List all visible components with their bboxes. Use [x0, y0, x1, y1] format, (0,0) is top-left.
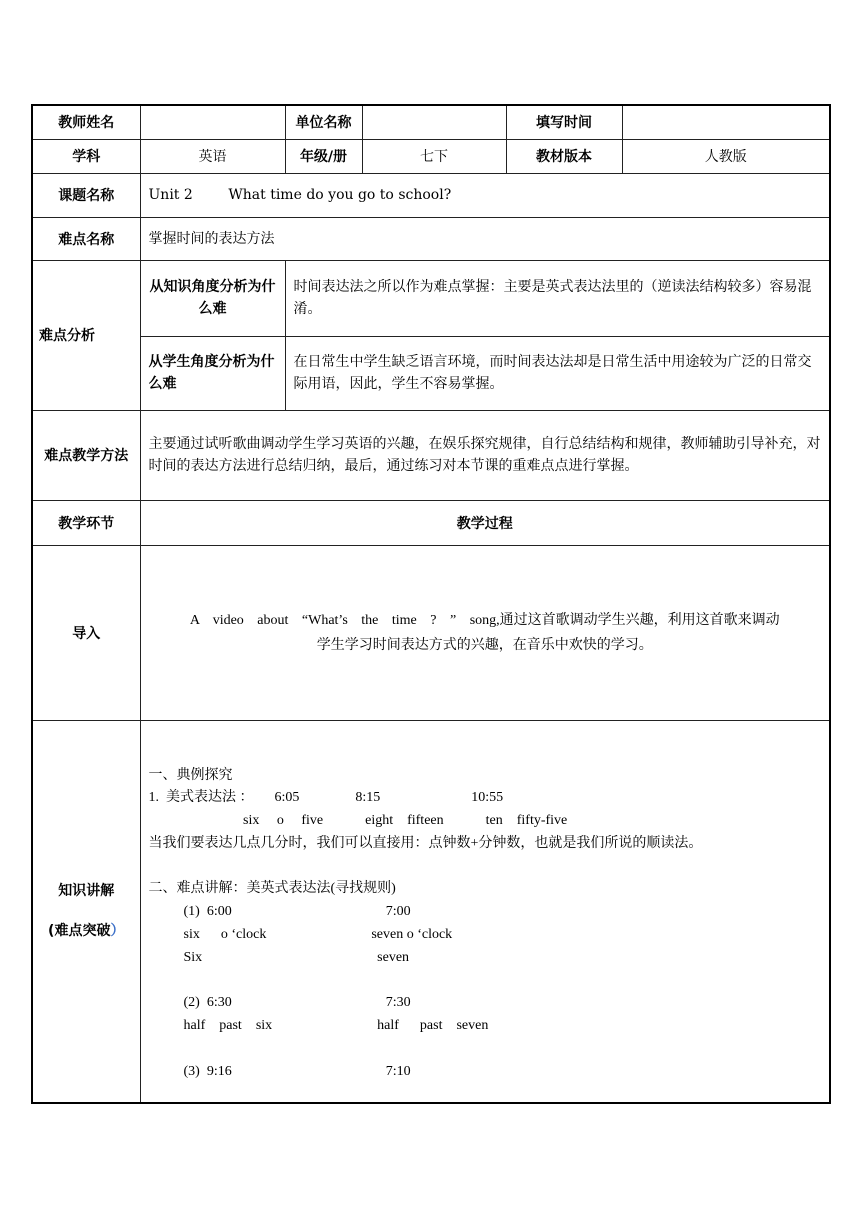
- fill-date-value: [622, 105, 830, 139]
- knowledge-line: 二、难点讲解：美英式表达法(寻找规则): [148, 881, 396, 897]
- header-row-1: [32, 105, 830, 139]
- knowledge-angle-text: 时间表达法之所以作为难点掌握：主要是英式表达法里的（逆读法结构较多）容易混淆。: [285, 260, 830, 336]
- intro-label: 导入: [32, 545, 140, 720]
- topic-value: Unit 2 What time do you go to school?: [140, 173, 830, 217]
- knowledge-line: (2) 6:30 7:30: [148, 995, 411, 1011]
- edition-value: 人教版: [622, 139, 830, 173]
- unit-name-value: [362, 105, 506, 139]
- subject-label: 学科: [32, 139, 140, 173]
- header-row-2: [32, 139, 830, 173]
- knowledge-line: six o ‘clock seven o ‘clock: [148, 927, 453, 943]
- difficulty-row: [32, 217, 830, 260]
- intro-chinese-1: 通过这首歌调动学生兴趣，利用这首歌来调动: [499, 612, 780, 628]
- knowledge-line: half past six half past seven: [148, 1018, 489, 1034]
- knowledge-line: 一、典例探究: [148, 767, 233, 783]
- grade-value: 七下: [362, 139, 506, 173]
- difficulty-value: 掌握时间的表达方法: [140, 217, 830, 260]
- knowledge-row: [32, 720, 830, 1103]
- unit-name-label: 单位名称: [285, 105, 362, 139]
- method-label: 难点教学方法: [32, 410, 140, 500]
- analysis-row-student: [32, 336, 830, 410]
- intro-content: [140, 545, 830, 720]
- lesson-plan-table: [31, 104, 831, 1104]
- stage-label: 教学环节: [32, 500, 140, 545]
- edition-label: 教材版本: [506, 139, 622, 173]
- analysis-label: 难点分析: [32, 260, 140, 410]
- intro-row: [32, 545, 830, 720]
- method-text: 主要通过试听歌曲调动学生学习英语的兴趣，在娱乐探究规律，自行总结结构和规律，教师辅助引导补充，对时间的表达方法进行总结归纳，最后，通过练习对本节课的重难点点进行掌握。: [140, 410, 830, 500]
- subject-value: 英语: [140, 139, 285, 173]
- knowledge-angle-label: 从知识角度分析为什么难: [140, 260, 285, 336]
- knowledge-label-main: (难点突破: [48, 923, 111, 940]
- knowledge-line: [149, 856, 822, 879]
- knowledge-line: (3) 9:16 7:10: [148, 1063, 411, 1079]
- analysis-row-knowledge: [32, 260, 830, 336]
- knowledge-label-line2: [33, 911, 140, 951]
- topic-label: 课题名称: [32, 173, 140, 217]
- difficulty-label: 难点名称: [32, 217, 140, 260]
- student-angle-label: 从学生角度分析为什么难: [140, 336, 285, 410]
- knowledge-line: 1. 美式表达法 ： 6:05 8:15 10:55: [148, 790, 504, 806]
- method-row: [32, 410, 830, 500]
- process-header-row: [32, 500, 830, 545]
- knowledge-line: 当我们要表达几点几分时，我们可以直接用：点钟数+分钟数，也就是我们所说的顺读法。: [148, 835, 703, 851]
- fill-date-label: 填写时间: [506, 105, 622, 139]
- knowledge-content: [140, 720, 830, 1103]
- teacher-name-label: 教师姓名: [32, 105, 140, 139]
- knowledge-line: [149, 970, 822, 993]
- student-angle-text: 在日常生中学生缺乏语言环境，而时间表达法却是日常生活中用途较为广泛的日常交际用语，因此，学生不容易掌握。: [285, 336, 830, 410]
- grade-label: 年级/册: [285, 139, 362, 173]
- teacher-name-value: [140, 105, 285, 139]
- intro-chinese-2: 学生学习时间表达方式的兴趣，在音乐中欢快的学习。: [316, 637, 653, 653]
- process-label: 教学过程: [140, 500, 830, 545]
- knowledge-label: [32, 720, 140, 1103]
- knowledge-line: six o five eight fifteen ten fifty-five: [148, 813, 568, 829]
- knowledge-line: [149, 1038, 822, 1061]
- knowledge-line: Six seven: [148, 949, 410, 965]
- knowledge-line: (1) 6:00 7:00: [148, 904, 411, 920]
- knowledge-label-paren: ）: [110, 923, 125, 940]
- intro-english: A video about “What’s the time ? ” song,: [189, 613, 500, 628]
- knowledge-label-line1: 知识讲解: [58, 883, 115, 900]
- topic-row: [32, 173, 830, 217]
